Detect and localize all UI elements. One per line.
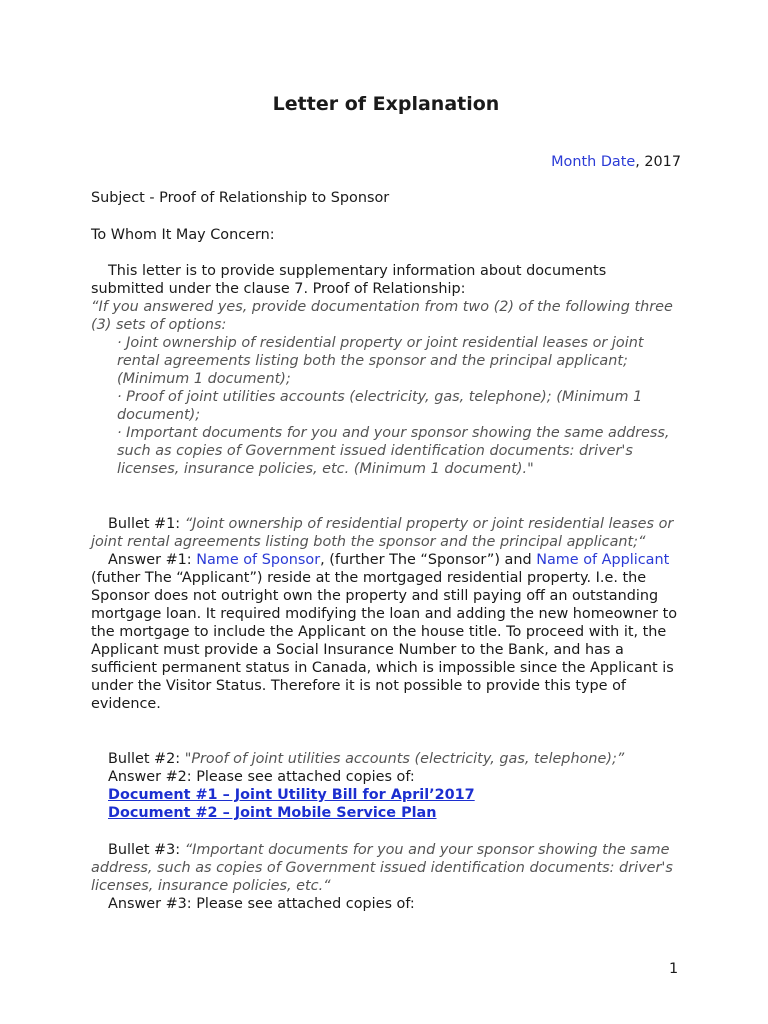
answer-2-text: Answer #2: Please see attached copies of: (108, 769, 415, 785)
bullet-1-label: Bullet #1: (108, 516, 185, 532)
date-year: , 2017 (635, 154, 681, 170)
bullet-1-section (91, 515, 681, 713)
bullet-2-quote: "Proof of joint utilities accounts (electricity, gas, telephone);” (184, 751, 625, 767)
answer-1-text (91, 551, 681, 713)
option-2: · Proof of joint utilities accounts (electricity, gas, telephone); (Minimum 1 document); (117, 389, 643, 423)
bullet-3-text (91, 841, 681, 895)
answer-1-label: Answer #1: (108, 552, 197, 568)
page-number: 1 (669, 961, 679, 977)
bullet-3-section (91, 841, 681, 913)
sponsor-name-placeholder: Name of Sponsor (196, 552, 321, 568)
applicant-name-placeholder: Name of Applicant (536, 552, 670, 568)
option-3: · Important documents for you and your sponsor showing the same address, such as copies of Government issued identification documents: driver's licenses, insurance policies, etc. (Minimum 1 document)." (117, 425, 670, 477)
document-2-link[interactable]: Document #2 – Joint Mobile Service Plan (108, 805, 437, 821)
bullet-1-text (91, 515, 681, 551)
option-1: · Joint ownership of residential property or joint residential leases or joint rental agreements listing both the sponsor and the principal applicant; (Minimum 1 document); (117, 335, 644, 387)
answer-1-rest: (futher The “Applicant”) reside at the mortgaged residential property. I.e. the Sponsor does not outright own the property and still paying off an outstanding mortgage loan. It required modifying the loan and adding the new homeowner to the mortgage to include the Applicant on the house title. To proceed with it, the Applicant must provide a Social Insurance Number to the Bank, and has a sufficient permanent status in Canada, which is impossible since the Applicant is under the Visitor Status. Therefore it is not possible to provide this type of evidence. (91, 570, 678, 712)
bullet-1-quote: “Joint ownership of residential property or joint residential leases or joint rental agreements listing both the sponsor and the principal applicant;“ (91, 516, 674, 550)
intro-text: This letter is to provide supplementary information about documents submitted under the clause 7. Proof of Relationship: (91, 263, 607, 297)
bullet-3-quote: “Important documents for you and your sponsor showing the same address, such as copies of Government issued identification documents: driver's licenses, insurance policies, etc.“ (91, 842, 673, 894)
letter-date (551, 153, 681, 171)
letter-title: Letter of Explanation (272, 93, 500, 115)
salutation: To Whom It May Concern: (91, 227, 275, 243)
bullet-3-label: Bullet #3: (108, 842, 185, 858)
intro-section (91, 262, 681, 478)
bullet-2-label: Bullet #2: (108, 751, 185, 767)
bullet-2-section (91, 750, 681, 822)
answer-1-mid: , (further The “Sponsor”) and (320, 552, 537, 568)
document-1-link[interactable]: Document #1 – Joint Utility Bill for April’2017 (108, 787, 475, 803)
bullet-2-text (91, 750, 681, 768)
subject-line: Subject - Proof of Relationship to Sponsor (91, 190, 390, 206)
answer-3-text: Answer #3: Please see attached copies of: (108, 896, 415, 912)
intro-quote: “If you answered yes, provide documentation from two (2) of the following three (3) sets of options: (91, 299, 673, 333)
month-date-placeholder: Month Date (551, 154, 636, 170)
